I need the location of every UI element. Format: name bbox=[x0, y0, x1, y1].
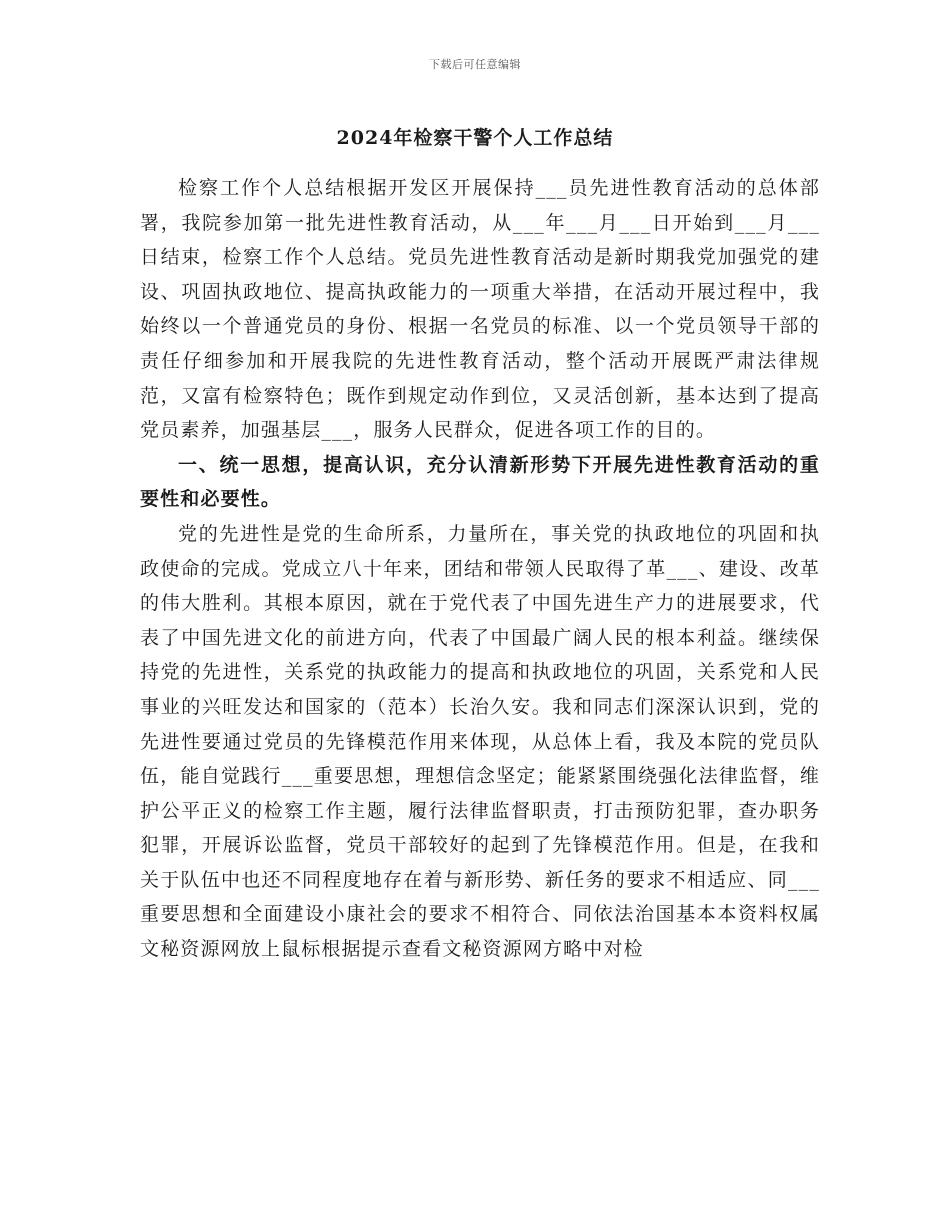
paragraph-intro: 检察工作个人总结根据开发区开展保持___员先进性教育活动的总体部署，我院参加第一批先进性教育活动，从___年___月___日开始到___月___日结束，检察工作个人总结。党员先进性教育活动是新时期我党加强党的建设、巩固执政地位、提高执政能力的一项重大举措，在活动开展过程中，我始终以一个普通党员的身份、根据一名党员的标准、以一个党员领导干部的责任仔细参加和开展我院的先进性教育活动，整个活动开展既严肃法律规范，又富有检察特色；既作到规定动作到位，又灵活创新，基本达到了提高党员素养，加强基层___，服务人民群众，促进各项工作的目的。 bbox=[140, 177, 820, 442]
document-title: 2024年检察干警个人工作总结 bbox=[336, 127, 614, 149]
paragraph-section-1: 党的先进性是党的生命所系，力量所在，事关党的执政地位的巩固和执政使命的完成。党成立八十年来，团结和带领人民取得了革___、建设、改革的伟大胜利。其根本原因，就在于党代表了中国先进生产力的进展要求，代表了中国先进文化的前进方向，代表了中国最广阔人民的根本利益。继续保持党的先进性，关系党的执政能力的提高和执政地位的巩固，关系党和人民事业的兴旺发达和国家的（范本）长治久安。我和同志们深深认识到，党的先进性要通过党员的先锋模范作用来体现，从总体上看，我及本院的党员队伍，能自觉践行___重要思想，理想信念坚定；能紧紧围绕强化法律监督，维护公平正义的检察工作主题，履行法律监督职责，打击预防犯罪，查办职务犯罪，开展诉讼监督，党员干部较好的起到了先锋模范作用。但是，在我和关于队伍中也还不同程度地存在着与新形势、新任务的要求不相适应、同___重要思想和全面建设小康社会的要求不相符合、同依法治国基本本资料权属文秘资源网放上鼠标根据提示查看文秘资源网方略中对检 bbox=[140, 522, 820, 961]
page-header-note: 下载后可任意编辑 bbox=[429, 58, 521, 71]
document-body bbox=[140, 171, 820, 967]
section-heading-1: 一、统一思想，提高认识，充分认清新形势下开展先进性教育活动的重要性和必要性。 bbox=[140, 453, 820, 511]
